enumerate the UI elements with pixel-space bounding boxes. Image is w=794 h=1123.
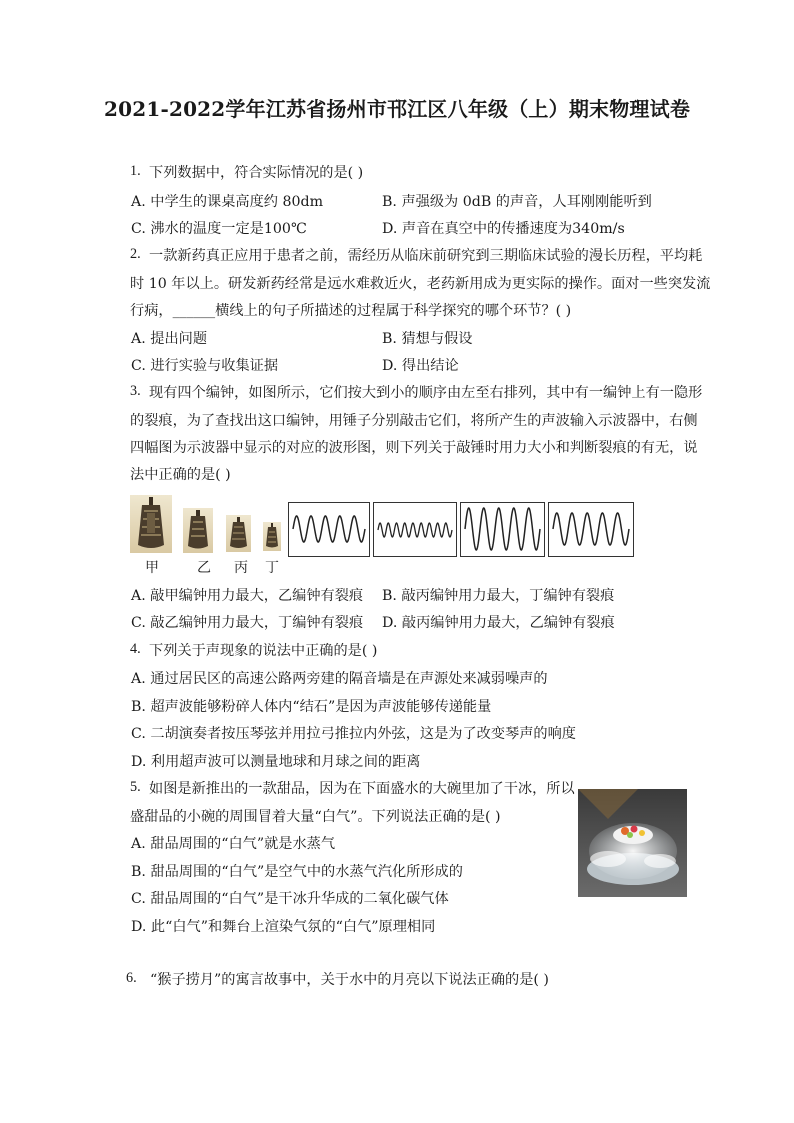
question-number: 2. [130,246,141,262]
dessert-photo [578,789,687,897]
waveform-4 [548,502,634,557]
question-stem-line: 如图是新推出的一款甜品，因为在下面盛水的大碗里加了干冰，所以 [149,781,575,797]
bell-icon [130,495,172,553]
bell-yi-image [183,508,213,553]
bell-icon [263,522,281,551]
waveform-1 [288,502,370,557]
bell-icon [226,515,251,552]
option-d: D. 利用超声波可以测量地球和月球之间的距离 [131,754,421,770]
option-c: C. 沸水的温度一定是100℃ [131,221,307,237]
bell-label-bing: 丙 [234,560,248,576]
bell-bing-image [226,515,251,552]
bell-icon [183,508,213,553]
option-d: D. 得出结论 [382,358,459,374]
page-title: 2021-2022学年江苏省扬州市邗江区八年级（上）期末物理试卷 [103,97,691,121]
option-c: C. 甜品周围的“白气”是干冰升华成的二氧化碳气体 [131,891,449,907]
option-d: D. 此“白气”和舞台上渲染气氛的“白气”原理相同 [131,919,436,935]
question-stem-line: 盛甜品的小碗的周围冒着大量“白气”。下列说法正确的是( ) [130,809,501,825]
question-number: 5. [130,779,141,795]
bell-label-jia: 甲 [145,560,159,576]
question-number: 6. [126,970,137,986]
bell-label-ding: 丁 [265,560,279,576]
option-c: C. 二胡演奏者按压琴弦并用拉弓推拉内外弦，这是为了改变琴声的响度 [131,726,576,742]
option-a: A. 中学生的课桌高度约 80dm [131,194,324,210]
option-d: D. 声音在真空中的传播速度为340m/s [382,221,625,237]
option-b: B. 敲丙编钟用力最大，丁编钟有裂痕 [382,588,615,604]
option-b: B. 声强级为 0dB 的声音，人耳刚刚能听到 [382,194,652,210]
bell-jia-image [130,495,172,553]
option-b: B. 甜品周围的“白气”是空气中的水蒸气汽化所形成的 [131,864,463,880]
dessert-dry-ice-icon [578,789,687,897]
question-stem: 下列关于声现象的说法中正确的是( ) [149,643,378,659]
option-b: B. 猜想与假设 [382,331,473,347]
question-stem-line: 行病，______横线上的句子所描述的过程属于科学探究的哪个环节？( ) [130,303,572,319]
option-c: C. 进行实验与收集证据 [131,358,279,374]
question-stem: “猴子捞月”的寓言故事中，关于水中的月亮以下说法正确的是( ) [150,972,549,988]
bell-ding-image [263,522,281,551]
question-number: 4. [130,641,141,657]
question-stem-line: 四幅图为示波器中显示的对应的波形图，则下列关于敲锤时用力大小和判断裂痕的有无，说 [130,440,698,456]
bell-label-yi: 乙 [197,560,211,576]
option-a: A. 甜品周围的“白气”就是水蒸气 [131,836,336,852]
question-stem-line: 时 10 年以上。研发新药经常是远水难救近火，老药新用成为更实际的操作。面对一些突发流 [130,276,711,292]
option-d: D. 敲丙编钟用力最大，乙编钟有裂痕 [382,615,615,631]
option-c: C. 敲乙编钟用力最大，丁编钟有裂痕 [131,615,364,631]
question-stem-line: 一款新药真正应用于患者之前，需经历从临床前研究到三期临床试验的漫长历程，平均耗 [149,248,703,264]
option-a: A. 提出问题 [131,331,208,347]
question-stem-line: 现有四个编钟，如图所示，它们按大到小的顺序由左至右排列，其中有一编钟上有一隐形 [149,385,703,401]
option-a: A. 敲甲编钟用力最大，乙编钟有裂痕 [131,588,364,604]
question-stem-line: 的裂痕，为了查找出这口编钟，用锤子分别敲击它们，将所产生的声波输入示波器中，右侧 [130,413,698,429]
question-number: 1. [130,163,141,179]
question-stem-line: 法中正确的是( ) [130,467,231,483]
waveform-3 [460,502,545,557]
option-a: A. 通过居民区的高速公路两旁建的隔音墙是在声源处来减弱噪声的 [131,671,548,687]
question-number: 3. [130,383,141,399]
question-stem: 下列数据中，符合实际情况的是( ) [149,165,364,181]
option-b: B. 超声波能够粉碎人体内“结石”是因为声波能够传递能量 [131,699,492,715]
waveform-2 [373,502,457,557]
